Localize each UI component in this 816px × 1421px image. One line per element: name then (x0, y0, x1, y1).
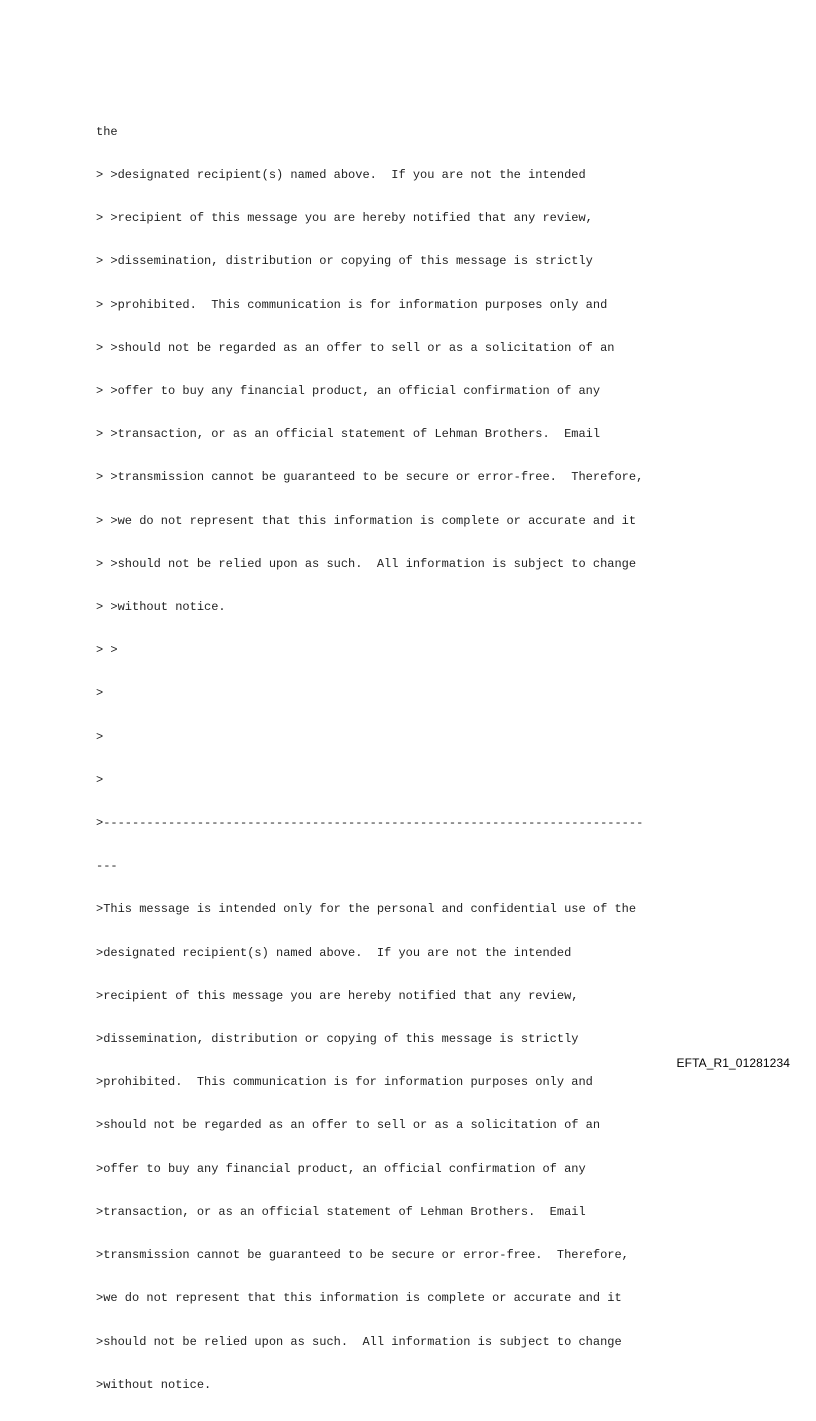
email-line: > >offer to buy any financial product, an official confirmation of any (96, 384, 601, 399)
email-line: > (96, 686, 104, 701)
email-line: >we do not represent that this information is complete or accurate and it (96, 1291, 622, 1306)
email-line: >without notice. (96, 1377, 212, 1392)
document-id-footer: EFTA_R1_01281234 (676, 1056, 790, 1070)
email-line: > >prohibited. This communication is for information purposes only and (96, 297, 608, 312)
email-line: > (96, 729, 104, 744)
email-line: > >transaction, or as an official statement of Lehman Brothers. Email (96, 427, 601, 442)
email-line: >should not be regarded as an offer to sell or as a solicitation of an (96, 1118, 601, 1133)
email-line: the (96, 124, 118, 139)
email-line: >recipient of this message you are hereby notified that any review, (96, 988, 579, 1003)
email-line: > (96, 772, 104, 787)
email-line: > >dissemination, distribution or copying of this message is strictly (96, 254, 593, 269)
email-line: >should not be relied upon as such. All information is subject to change (96, 1334, 622, 1349)
email-line: >transaction, or as an official statement of Lehman Brothers. Email (96, 1204, 586, 1219)
email-line: >transmission cannot be guaranteed to be secure or error-free. Therefore, (96, 1248, 629, 1263)
separator-line: >--------------------------------------------------------------------------- (96, 816, 644, 831)
email-line: > >without notice. (96, 600, 226, 615)
email-line: > >designated recipient(s) named above. If you are not the intended (96, 168, 586, 183)
email-line: > >transmission cannot be guaranteed to be secure or error-free. Therefore, (96, 470, 644, 485)
email-line: >offer to buy any financial product, an official confirmation of any (96, 1161, 586, 1176)
email-line: > >we do not represent that this information is complete or accurate and it (96, 513, 637, 528)
email-line: >designated recipient(s) named above. If you are not the intended (96, 945, 572, 960)
email-line: > > (96, 643, 118, 658)
email-line: > >recipient of this message you are hereby notified that any review, (96, 211, 593, 226)
email-line: >prohibited. This communication is for information purposes only and (96, 1075, 593, 1090)
email-line: > >should not be relied upon as such. All information is subject to change (96, 556, 637, 571)
email-body-text (96, 96, 756, 1421)
email-line: >This message is intended only for the personal and confidential use of the (96, 902, 637, 917)
email-line: >dissemination, distribution or copying of this message is strictly (96, 1032, 579, 1047)
email-line: > >should not be regarded as an offer to sell or as a solicitation of an (96, 340, 615, 355)
separator-line-continuation: --- (96, 859, 118, 874)
